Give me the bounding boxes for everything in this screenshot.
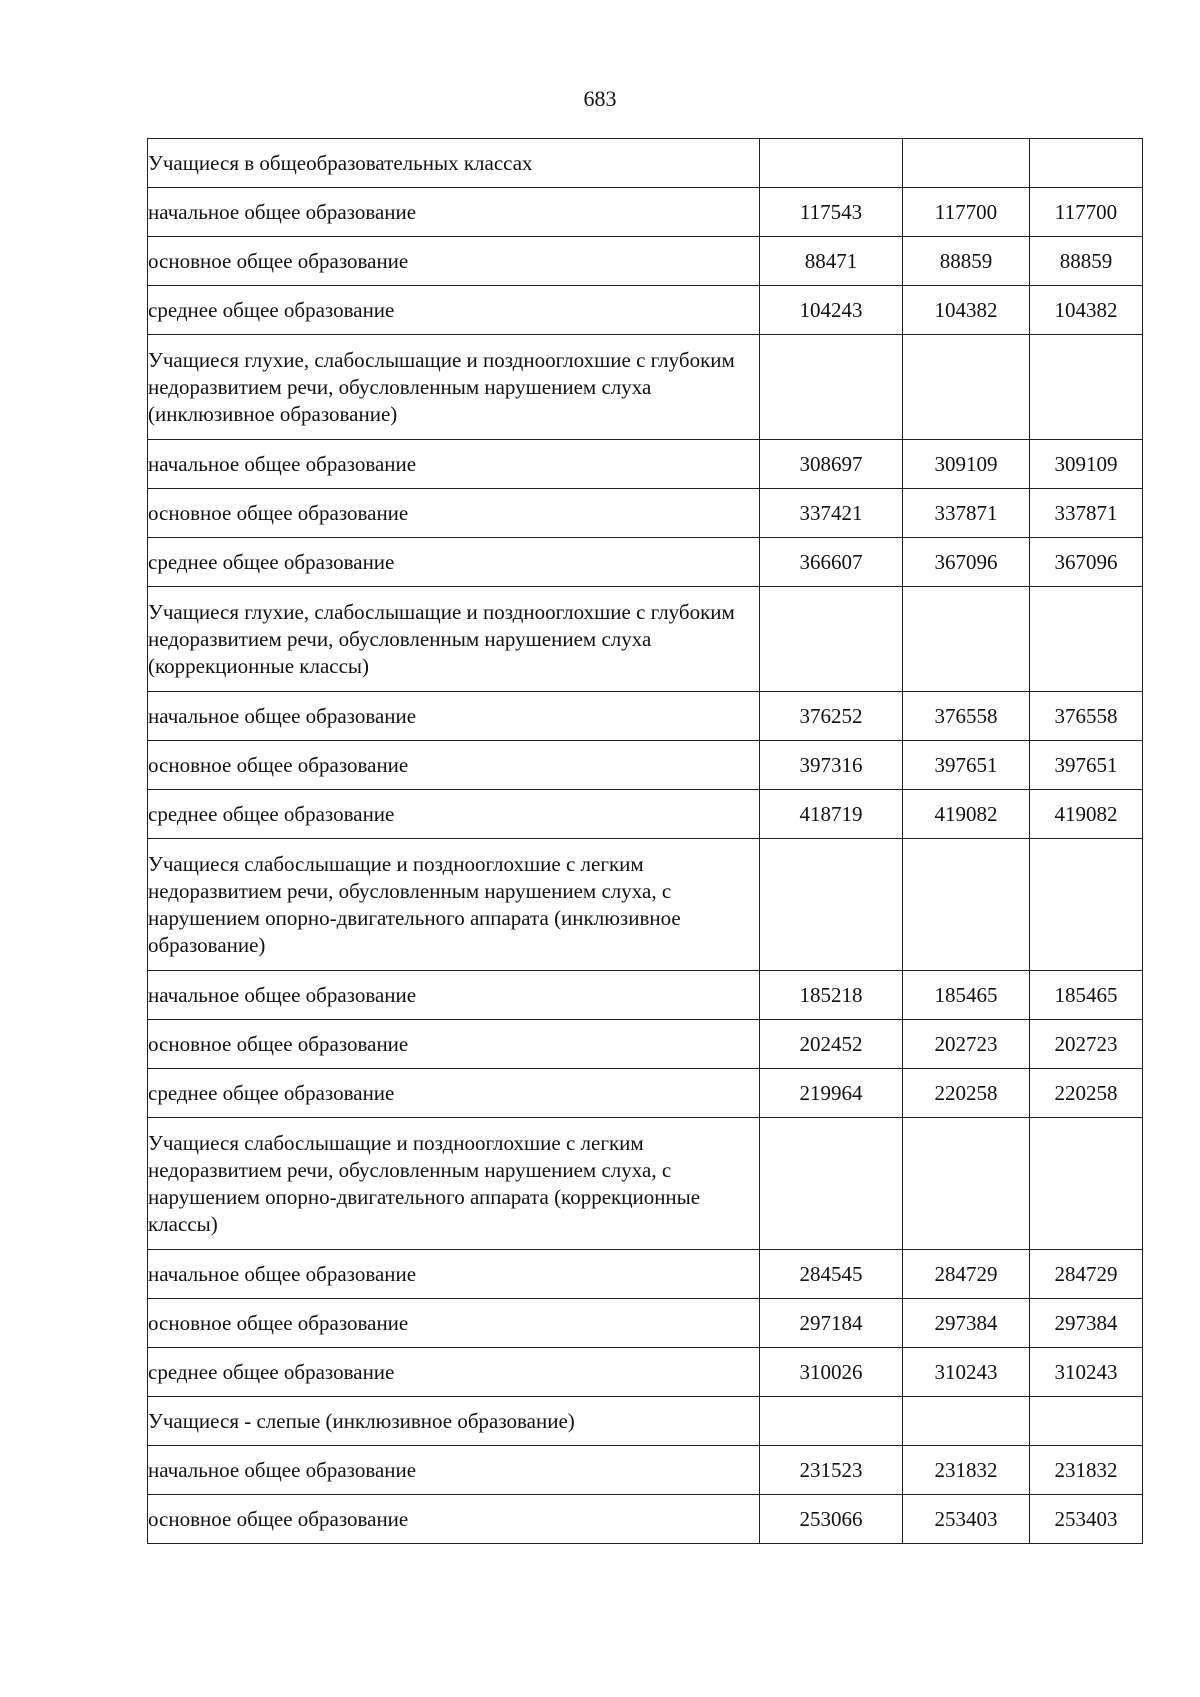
table-row	[148, 538, 1143, 587]
row-label: среднее общее образование	[148, 790, 760, 839]
row-label: Учащиеся в общеобразовательных классах	[148, 139, 760, 188]
value-cell-2: 310243	[903, 1348, 1030, 1397]
value-cell-3: 220258	[1030, 1069, 1143, 1118]
value-cell-2: 253403	[903, 1495, 1030, 1544]
row-label: основное общее образование	[148, 1495, 760, 1544]
value-cell-2: 284729	[903, 1250, 1030, 1299]
value-cell-1: 185218	[760, 971, 903, 1020]
table-row	[148, 1020, 1143, 1069]
value-cell-1: 104243	[760, 286, 903, 335]
row-label: начальное общее образование	[148, 971, 760, 1020]
row-label: начальное общее образование	[148, 1446, 760, 1495]
row-label: среднее общее образование	[148, 1348, 760, 1397]
value-cell-1	[760, 1397, 903, 1446]
value-cell-1	[760, 335, 903, 440]
value-cell-3	[1030, 839, 1143, 971]
value-cell-3	[1030, 335, 1143, 440]
table-group-row	[148, 1118, 1143, 1250]
value-cell-2	[903, 139, 1030, 188]
row-label: среднее общее образование	[148, 538, 760, 587]
table-row	[148, 1069, 1143, 1118]
value-cell-3: 253403	[1030, 1495, 1143, 1544]
table-row	[148, 741, 1143, 790]
value-cell-1: 310026	[760, 1348, 903, 1397]
value-cell-2: 231832	[903, 1446, 1030, 1495]
row-label: начальное общее образование	[148, 1250, 760, 1299]
row-label: начальное общее образование	[148, 188, 760, 237]
value-cell-1: 219964	[760, 1069, 903, 1118]
table-row	[148, 790, 1143, 839]
value-cell-3: 367096	[1030, 538, 1143, 587]
table-row	[148, 692, 1143, 741]
table-row	[148, 1250, 1143, 1299]
table-group-row	[148, 335, 1143, 440]
table-row	[148, 1299, 1143, 1348]
value-cell-3: 297384	[1030, 1299, 1143, 1348]
value-cell-2: 337871	[903, 489, 1030, 538]
value-cell-3: 202723	[1030, 1020, 1143, 1069]
value-cell-3: 185465	[1030, 971, 1143, 1020]
value-cell-2: 117700	[903, 188, 1030, 237]
row-label: начальное общее образование	[148, 692, 760, 741]
value-cell-1: 202452	[760, 1020, 903, 1069]
value-cell-2: 297384	[903, 1299, 1030, 1348]
table-row	[148, 1495, 1143, 1544]
value-cell-2: 202723	[903, 1020, 1030, 1069]
value-cell-2	[903, 839, 1030, 971]
table-row	[148, 489, 1143, 538]
row-label: основное общее образование	[148, 237, 760, 286]
value-cell-2: 185465	[903, 971, 1030, 1020]
funding-table	[147, 138, 1143, 1544]
table-row	[148, 440, 1143, 489]
value-cell-2	[903, 1118, 1030, 1250]
value-cell-3: 88859	[1030, 237, 1143, 286]
row-label: Учащиеся глухие, слабослышащие и позднооглохшие с глубоким недоразвитием речи, обусловленным нарушением слуха (коррекционные классы)	[148, 587, 760, 692]
row-label: среднее общее образование	[148, 1069, 760, 1118]
row-label: среднее общее образование	[148, 286, 760, 335]
page-number: 683	[583, 86, 617, 111]
value-cell-1: 88471	[760, 237, 903, 286]
value-cell-2: 309109	[903, 440, 1030, 489]
value-cell-1: 366607	[760, 538, 903, 587]
value-cell-3: 337871	[1030, 489, 1143, 538]
table-row	[148, 1446, 1143, 1495]
value-cell-3: 231832	[1030, 1446, 1143, 1495]
value-cell-3: 117700	[1030, 188, 1143, 237]
value-cell-3: 310243	[1030, 1348, 1143, 1397]
table-body	[148, 139, 1143, 1544]
value-cell-1: 117543	[760, 188, 903, 237]
table-group-row	[148, 839, 1143, 971]
value-cell-2: 104382	[903, 286, 1030, 335]
value-cell-3: 284729	[1030, 1250, 1143, 1299]
value-cell-2: 88859	[903, 237, 1030, 286]
value-cell-2	[903, 587, 1030, 692]
table-row	[148, 286, 1143, 335]
value-cell-3	[1030, 587, 1143, 692]
value-cell-2: 367096	[903, 538, 1030, 587]
value-cell-1: 231523	[760, 1446, 903, 1495]
table-row	[148, 237, 1143, 286]
value-cell-2: 419082	[903, 790, 1030, 839]
value-cell-3	[1030, 1397, 1143, 1446]
value-cell-1: 253066	[760, 1495, 903, 1544]
value-cell-1	[760, 139, 903, 188]
value-cell-1: 418719	[760, 790, 903, 839]
value-cell-2	[903, 1397, 1030, 1446]
row-label: основное общее образование	[148, 1020, 760, 1069]
value-cell-1	[760, 587, 903, 692]
row-label: Учащиеся слабослышащие и позднооглохшие с легким недоразвитием речи, обусловленным нарушением слуха, с нарушением опорно-двигательного аппарата (коррекционные классы)	[148, 1118, 760, 1250]
value-cell-2: 376558	[903, 692, 1030, 741]
row-label: основное общее образование	[148, 1299, 760, 1348]
table-row	[148, 971, 1143, 1020]
value-cell-2: 397651	[903, 741, 1030, 790]
row-label: Учащиеся глухие, слабослышащие и позднооглохшие с глубоким недоразвитием речи, обусловленным нарушением слуха (инклюзивное образование)	[148, 335, 760, 440]
value-cell-1: 337421	[760, 489, 903, 538]
value-cell-1: 376252	[760, 692, 903, 741]
value-cell-1: 397316	[760, 741, 903, 790]
table-group-row	[148, 587, 1143, 692]
value-cell-3: 104382	[1030, 286, 1143, 335]
row-label: начальное общее образование	[148, 440, 760, 489]
value-cell-1: 284545	[760, 1250, 903, 1299]
table-row	[148, 1348, 1143, 1397]
value-cell-2: 220258	[903, 1069, 1030, 1118]
value-cell-3	[1030, 1118, 1143, 1250]
value-cell-3: 376558	[1030, 692, 1143, 741]
value-cell-3: 397651	[1030, 741, 1143, 790]
table-row	[148, 188, 1143, 237]
value-cell-3	[1030, 139, 1143, 188]
value-cell-3: 419082	[1030, 790, 1143, 839]
row-label: Учащиеся слабослышащие и позднооглохшие с легким недоразвитием речи, обусловленным нарушением слуха, с нарушением опорно-двигательного аппарата (инклюзивное образование)	[148, 839, 760, 971]
value-cell-1	[760, 839, 903, 971]
table-group-row	[148, 139, 1143, 188]
table-group-row	[148, 1397, 1143, 1446]
value-cell-2	[903, 335, 1030, 440]
value-cell-1	[760, 1118, 903, 1250]
row-label: Учащиеся - слепые (инклюзивное образование)	[148, 1397, 760, 1446]
row-label: основное общее образование	[148, 741, 760, 790]
row-label: основное общее образование	[148, 489, 760, 538]
value-cell-1: 308697	[760, 440, 903, 489]
value-cell-1: 297184	[760, 1299, 903, 1348]
value-cell-3: 309109	[1030, 440, 1143, 489]
